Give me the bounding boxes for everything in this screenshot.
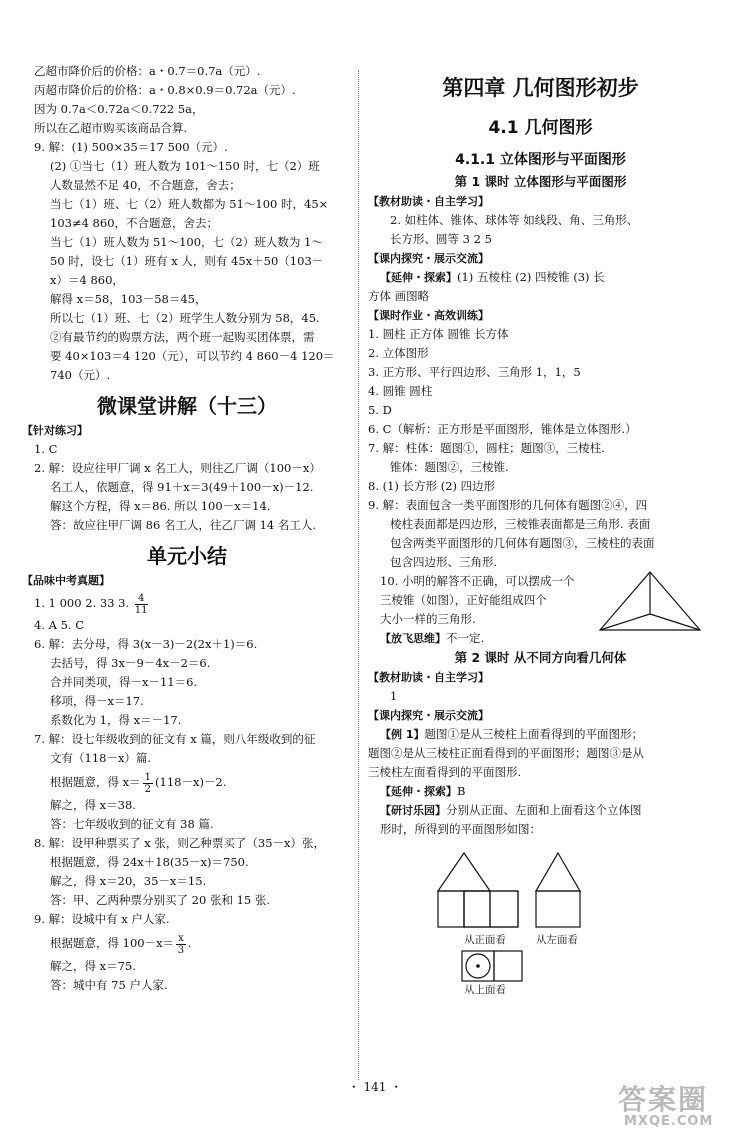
- text-line: x）＝4 860，: [50, 273, 124, 287]
- fraction-one-half: $\frac{1}{2}$: [144, 771, 152, 795]
- homework-tag: 【课时作业・高效训练】: [368, 309, 489, 322]
- text-line: 包含两类平面图形的几何体有题图③，三棱柱的表面: [390, 536, 655, 550]
- text-line: 7. 解：柱体：题图①，圆柱；题图③，三棱柱.: [368, 441, 605, 455]
- text-line: 8. 解：设甲种票买了 x 张，则乙种票买了（35－x）张，: [34, 836, 326, 850]
- left-column: [22, 62, 352, 995]
- text-line: 10. 小明的解答不正确，可以摆成一个: [380, 574, 575, 588]
- price-comparison-block: [22, 62, 352, 138]
- text-line: 解之，得 x＝38.: [50, 798, 136, 812]
- free-thinking-answer: 【放飞思维】不一定.: [380, 631, 485, 645]
- question-9b-intro: 9. 解：设城中有 x 户人家.: [34, 912, 170, 926]
- view-front-label: 从正面看: [464, 934, 506, 946]
- text-line: 系数化为 1，得 x＝－17.: [50, 713, 182, 727]
- extension-answer-2: 【延伸・探索】B: [380, 784, 466, 798]
- question-7-conclusion: [22, 796, 352, 834]
- text-line: 人数显然不足 40，不合题意，舍去；: [50, 178, 241, 192]
- column-divider: [358, 70, 359, 1080]
- lesson-2-title: 第 2 课时 从不同方向看几何体: [454, 650, 627, 665]
- exam-questions-tag: 【品味中考真题】: [22, 574, 110, 587]
- class-inquiry-tag: 【课内探究・展示交流】: [368, 252, 489, 265]
- micro-lecture-title: 微课堂讲解（十三）: [97, 394, 277, 418]
- text-line: 【例 1】题图①是从三棱柱上面看得到的平面图形；: [380, 727, 643, 741]
- extension-answer-cont: 方体 画图略: [368, 289, 430, 303]
- left-view-drawing: [536, 853, 580, 927]
- text-line: 锥体：题图②，三棱锥.: [390, 460, 509, 474]
- text-line: 题图②是从三棱柱正面看得到的平面图形；题图③是从: [368, 746, 644, 760]
- text-line: (2) ①当七（1）班人数为 101～150 时，七（2）班: [50, 159, 320, 173]
- question-10-block: [368, 572, 713, 629]
- text-line: 乙超市降价后的价格：a・0.7＝0.7a（元）.: [34, 64, 261, 78]
- answers-1-3: 1. 1 000 2. 33 3. $\frac{4}{11}$: [34, 592, 148, 616]
- right-column: [368, 62, 713, 994]
- text-line: 2. 如柱体、锥体、球体等 如线段、角、三角形、: [390, 213, 639, 227]
- text-line: 答：七年级收到的征文有 38 篇.: [50, 817, 214, 831]
- reading-guide-tag-2: 【教材助读・自主学习】: [368, 671, 489, 684]
- text-line: 棱柱表面都是四边形，三棱锥表面都是三角形. 表面: [390, 517, 651, 531]
- text-line: ②有最节约的购票方法，两个班一起购买团体票，需: [50, 330, 315, 344]
- text-line: 当七（1）班人数为 51～100，七（2）班人数为 1～: [50, 235, 323, 249]
- question-7-equation: 根据题意，得 x＝ $\frac{1}{2}$ (118－x)－2.: [50, 771, 227, 795]
- text-line: 去括号，得 3x－9－4x－2＝6.: [50, 656, 211, 670]
- view-top-label: 从上面看: [464, 984, 506, 994]
- pyramid-figure: [596, 568, 704, 634]
- text-line: 当七（1）班、七（2）班人数都为 51～100 时，45×: [50, 197, 329, 211]
- text-line: 形时，所得到的平面图形如图：: [380, 822, 541, 836]
- question-6-solution: [22, 635, 352, 730]
- text-line: 【研讨乐园】分别从正面、左面和上面看这个立体图: [380, 803, 642, 817]
- front-view-base: [438, 891, 518, 927]
- top-view-drawing: [462, 951, 522, 981]
- lesson-1-title: 第 1 课时 立体图形与平面图形: [454, 174, 627, 189]
- text-line: 6. C（解析：正方形是平面图形，锥体是立体图形.）: [368, 422, 637, 436]
- extension-answer: 【延伸・探索】(1) 五棱柱 (2) 四棱锥 (3) 长: [380, 270, 605, 284]
- text-line: 要 40×103＝4 120（元），可以节约 4 860－4 120＝: [50, 349, 335, 363]
- text-line: 三棱柱左面看得到的平面图形.: [368, 765, 522, 779]
- text-line: 4. 圆锥 圆柱: [368, 384, 433, 398]
- text-line: 合并同类项，得－x－11＝6.: [50, 675, 198, 689]
- view-left-label: 从左面看: [536, 934, 578, 946]
- text-line: 根据题意，得 24x＋18(35－x)＝750.: [50, 855, 249, 869]
- answer-1: 1. C: [34, 442, 58, 456]
- practice-tag: 【针对练习】: [22, 424, 88, 437]
- text-line: 长方形、圆等 3 2 5: [390, 232, 492, 246]
- homework-answers: [368, 325, 713, 572]
- text-line: 因为 0.7a＜0.72a＜0.722 5a，: [34, 102, 204, 116]
- text-line: 9. 解：表面包含一类平面图形的几何体有题图②④，四: [368, 498, 648, 512]
- text-line: 2. 解：设应往甲厂调 x 名工人，则往乙厂调（100－x）: [34, 461, 321, 475]
- top-view-center-dot: [476, 964, 480, 968]
- subsection-title: 4.1.1 立体图形与平面图形: [455, 152, 626, 168]
- reading-guide-answer-2: 1: [390, 689, 398, 703]
- chapter-title: 第四章 几何图形初步: [442, 76, 639, 100]
- text-line: 7. 解：设七年级收到的征文有 x 篇，则八年级收到的征: [34, 732, 316, 746]
- text-line: 文有（118－x）篇.: [50, 751, 152, 765]
- fraction-x-third: $\frac{x}{3}$: [177, 932, 185, 956]
- front-view-drawing: [438, 853, 518, 927]
- text-line: 6. 解：去分母，得 3(x－3)－2(2x＋1)＝6.: [34, 637, 258, 651]
- question-7-solution: [22, 730, 352, 768]
- triangular-pyramid-drawing: [600, 572, 700, 630]
- text-line: 740（元）.: [50, 368, 111, 382]
- study-corner-answer: [368, 801, 713, 839]
- text-line: 丙超市降价后的价格：a・0.8×0.9＝0.72a（元）.: [34, 83, 296, 97]
- three-views-figure: [368, 839, 713, 994]
- text-line: 50 时，设七（1）班有 x 人，则有 45x＋50（103－: [50, 254, 324, 268]
- text-line: 5. D: [368, 403, 392, 417]
- text-line: 1. 圆柱 正方体 圆锥 长方体: [368, 327, 509, 341]
- example-1-answer: [368, 725, 713, 782]
- class-inquiry-tag-2: 【课内探究・展示交流】: [368, 709, 489, 722]
- watermark-logo: 答案圈 MXQE.COM: [618, 1083, 714, 1129]
- unit-summary-title: 单元小结: [147, 544, 227, 568]
- reading-guide-answers: [368, 211, 713, 249]
- section-title: 4.1 几何图形: [488, 118, 593, 138]
- text-line: 名工人，依题意，得 91＋x＝3(49＋100－x)－12.: [50, 480, 314, 494]
- text-line: 包含四边形、三角形.: [390, 555, 498, 569]
- text-line: 答：城中有 75 户人家.: [50, 978, 168, 992]
- question-2-solution: [22, 459, 352, 535]
- text-line: 大小一样的三角形.: [380, 612, 476, 626]
- reading-guide-tag: 【教材助读・自主学习】: [368, 195, 489, 208]
- text-line: 9. 解：(1) 500×35＝17 500（元）.: [34, 140, 228, 154]
- answers-4-5: 4. A 5. C: [34, 618, 85, 632]
- page-number: ・ 141 ・: [347, 1080, 403, 1094]
- text-line: 移项，得－x＝17.: [50, 694, 144, 708]
- text-line: 8. (1) 长方形 (2) 四边形: [368, 479, 496, 493]
- text-line: 解之，得 x＝75.: [50, 959, 136, 973]
- text-line: 解之，得 x＝20，35－x＝15.: [50, 874, 207, 888]
- text-line: 解得 x＝58，103－58＝45，: [50, 292, 207, 306]
- question-9b-equation: 根据题意，得 100－x＝ $\frac{x}{3}$ .: [50, 932, 192, 956]
- text-line: 解这个方程，得 x＝86. 所以 100－x＝14.: [50, 499, 271, 513]
- text-line: 3. 正方形、平行四边形、三角形 1，1，5: [368, 365, 581, 379]
- text-line: 所以在乙超市购买该商品合算.: [34, 121, 188, 135]
- text-line: 103≠4 860，不合题意，舍去；: [50, 216, 219, 230]
- text-line: 所以七（1）班、七（2）班学生人数分别为 58，45.: [50, 311, 320, 325]
- text-line: 三棱锥（如图），正好能组成四个: [380, 593, 547, 607]
- question-8-solution: [22, 834, 352, 910]
- text-line: 2. 立体图形: [368, 346, 429, 360]
- text-line: 答：故应往甲厂调 86 名工人，往乙厂调 14 名工人.: [50, 518, 317, 532]
- fraction-answer-3: $\frac{4}{11}$: [134, 592, 148, 616]
- question-9b-conclusion: [22, 957, 352, 995]
- text-line: 答：甲、乙两种票分别买了 20 张和 15 张.: [50, 893, 271, 907]
- question-9-solution: [22, 138, 352, 385]
